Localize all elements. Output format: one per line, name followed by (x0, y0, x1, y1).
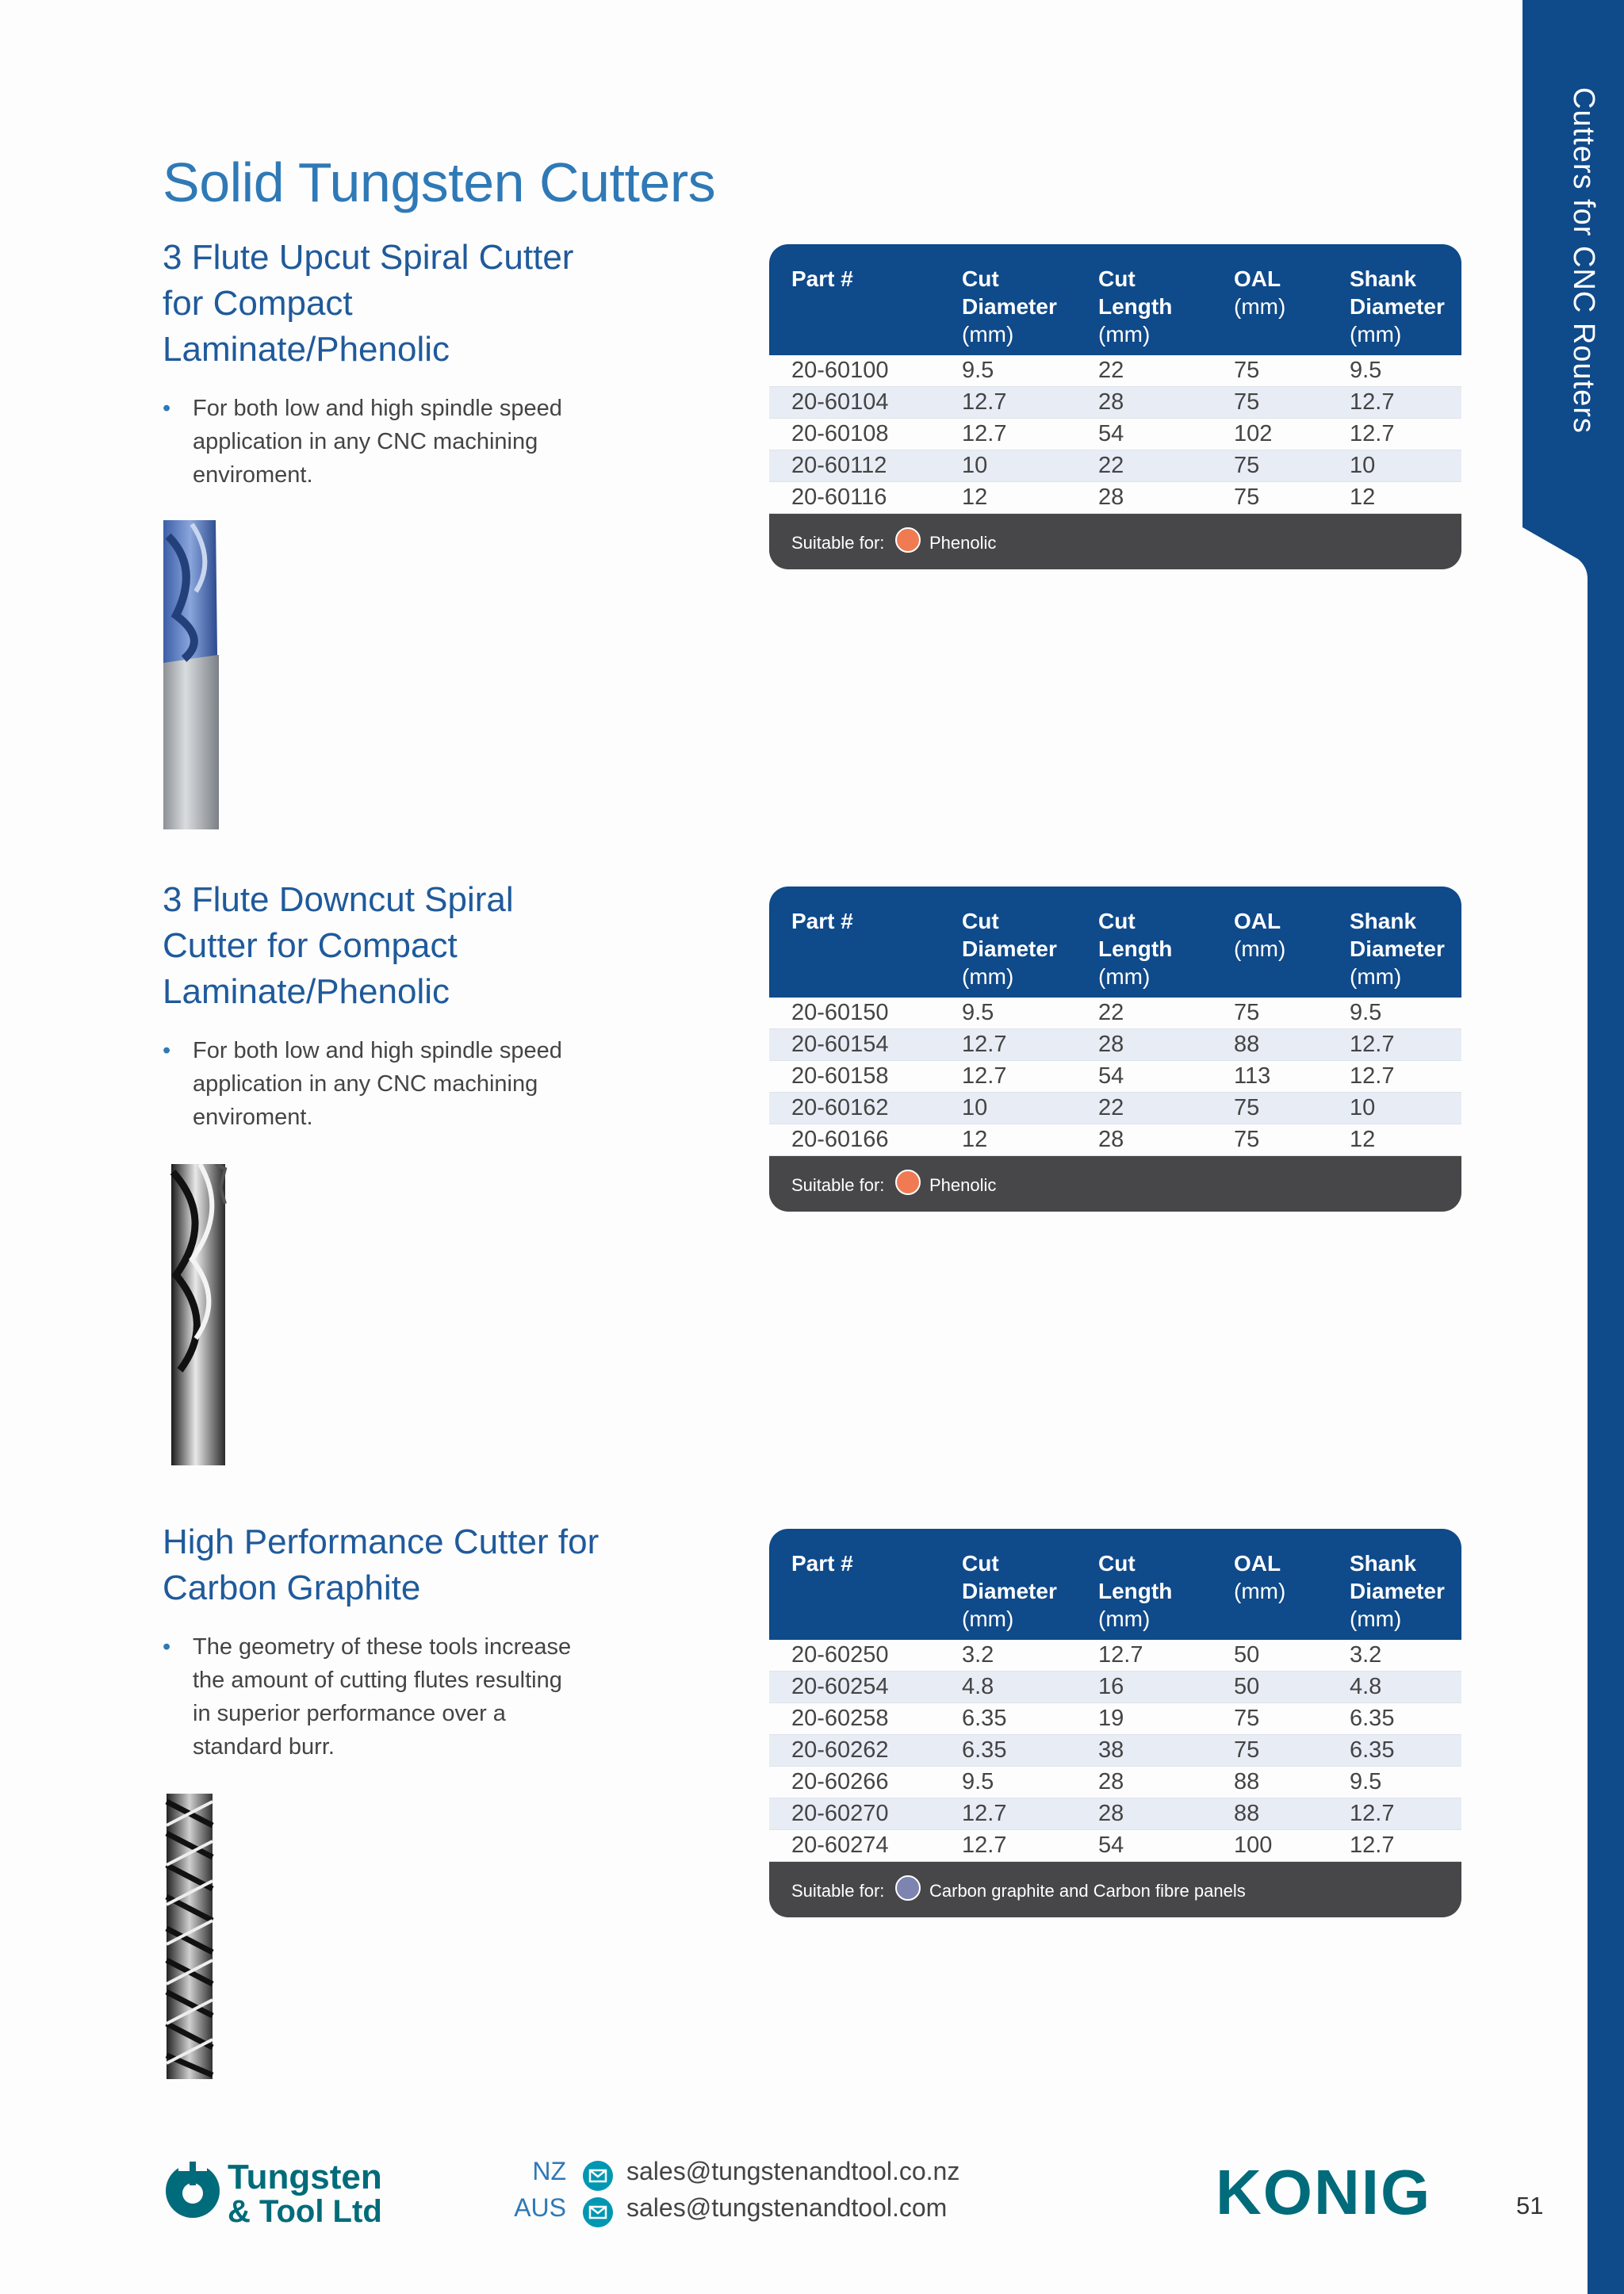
header-oal (1234, 265, 1285, 320)
cell-cut-diameter: 12.7 (962, 1801, 1007, 1826)
table-row (769, 1640, 1461, 1672)
logo-line1: Tungsten (228, 2158, 382, 2196)
cell-shank-diameter: 12.7 (1350, 1032, 1395, 1057)
cell-cut-diameter: 12.7 (962, 389, 1007, 415)
table-row (769, 1735, 1461, 1767)
table-row (769, 1061, 1461, 1093)
header-unit: (mm) (962, 964, 1014, 989)
cell-shank-diameter: 12.7 (1350, 1801, 1395, 1826)
cell-part-number: 20-60258 (791, 1706, 889, 1731)
cell-cut-length: 22 (1098, 453, 1124, 478)
cell-part-number: 20-60262 (791, 1737, 889, 1763)
cell-oal: 75 (1234, 1127, 1260, 1152)
cell-part-number: 20-60108 (791, 421, 889, 446)
feature-bullet (163, 1630, 575, 1764)
cell-oal: 100 (1234, 1833, 1273, 1858)
cell-part-number: 20-60158 (791, 1063, 889, 1089)
konig-logo-mark (1216, 2158, 1469, 2222)
cell-shank-diameter: 3.2 (1350, 1642, 1382, 1668)
cell-oal: 113 (1234, 1063, 1271, 1089)
header-label: Cut Diameter (962, 1551, 1057, 1603)
cell-shank-diameter: 12.7 (1350, 421, 1395, 446)
table-row (769, 1703, 1461, 1735)
header-unit: (mm) (1350, 322, 1402, 347)
suitable-value: Phenolic (929, 1175, 997, 1195)
header-part (791, 265, 853, 293)
contact-block (0, 2157, 1031, 2230)
header-part (791, 1549, 853, 1577)
header-part (791, 907, 853, 935)
cell-cut-diameter: 12 (962, 484, 988, 510)
cell-shank-diameter: 4.8 (1350, 1674, 1382, 1699)
contact-row-aus (0, 2193, 1031, 2230)
cell-cut-diameter: 9.5 (962, 358, 994, 383)
spec-table (769, 1529, 1461, 1917)
cell-cut-diameter: 9.5 (962, 1000, 994, 1025)
suitable-value: Carbon graphite and Carbon fibre panels (929, 1881, 1246, 1901)
suitable-label: Suitable for: (791, 1175, 885, 1195)
table-body (769, 998, 1461, 1156)
header-shank (1350, 265, 1453, 348)
table-row (769, 482, 1461, 514)
cell-oal: 75 (1234, 453, 1260, 478)
header-shank (1350, 907, 1453, 990)
bullet-dot: • (163, 1038, 171, 1063)
header-unit: (mm) (1234, 1579, 1286, 1603)
cell-part-number: 20-60274 (791, 1833, 889, 1858)
material-dot (895, 1875, 921, 1901)
suitable-for-bar (769, 1862, 1461, 1917)
email-icon (582, 2160, 614, 2192)
header-unit: (mm) (1350, 1607, 1402, 1631)
cell-cut-diameter: 10 (962, 453, 988, 478)
cell-cut-diameter: 3.2 (962, 1642, 994, 1668)
header-unit: (mm) (1098, 322, 1151, 347)
cell-oal: 102 (1234, 421, 1273, 446)
cell-cut-diameter: 6.35 (962, 1737, 1007, 1763)
header-cut-diameter (962, 265, 1073, 348)
header-label: OAL (1234, 909, 1281, 933)
cell-oal: 88 (1234, 1801, 1260, 1826)
suitable-for-bar (769, 1156, 1461, 1212)
cell-part-number: 20-60162 (791, 1095, 889, 1120)
header-part-label: Part # (791, 1551, 853, 1576)
page-number: 51 (1516, 2192, 1544, 2219)
header-label: OAL (1234, 266, 1281, 291)
page-title: Solid Tungsten Cutters (163, 151, 716, 213)
cell-oal: 75 (1234, 1706, 1260, 1731)
cell-cut-length: 54 (1098, 421, 1124, 446)
cell-cut-length: 22 (1098, 1000, 1124, 1025)
cell-cut-length: 28 (1098, 1769, 1124, 1794)
konig-wordmark: KONIG (1216, 2158, 1432, 2222)
cell-shank-diameter: 6.35 (1350, 1706, 1395, 1731)
table-row (769, 419, 1461, 450)
cell-part-number: 20-60100 (791, 358, 889, 383)
header-label: Shank Diameter (1350, 909, 1445, 961)
feature-bullet (163, 392, 575, 492)
cell-oal: 75 (1234, 1737, 1260, 1763)
cell-cut-length: 28 (1098, 1801, 1124, 1826)
material-dot (895, 1170, 921, 1195)
cell-oal: 75 (1234, 389, 1260, 415)
table-row (769, 1830, 1461, 1862)
cell-oal: 75 (1234, 1095, 1260, 1120)
cell-cut-length: 28 (1098, 389, 1124, 415)
table-body (769, 1640, 1461, 1862)
cell-cut-diameter: 12.7 (962, 1833, 1007, 1858)
cell-cut-diameter: 10 (962, 1095, 988, 1120)
downcut-cutter-image (168, 1164, 232, 1465)
cell-oal: 75 (1234, 358, 1260, 383)
table-row (769, 1767, 1461, 1798)
contact-row-nz (0, 2157, 1031, 2193)
cell-cut-length: 28 (1098, 1127, 1124, 1152)
table-row (769, 1029, 1461, 1061)
header-oal (1234, 907, 1285, 963)
cell-shank-diameter: 10 (1350, 453, 1376, 478)
suitable-label: Suitable for: (791, 533, 885, 553)
header-label: Cut Length (1098, 266, 1173, 319)
header-label: Cut Diameter (962, 909, 1057, 961)
cell-oal: 50 (1234, 1642, 1260, 1668)
header-label: Cut Length (1098, 909, 1173, 961)
table-row (769, 1798, 1461, 1830)
cell-shank-diameter: 6.35 (1350, 1737, 1395, 1763)
cell-shank-diameter: 9.5 (1350, 358, 1382, 383)
email-link[interactable]: sales@tungstenandtool.com (626, 2193, 948, 2222)
header-label: OAL (1234, 1551, 1281, 1576)
header-part-label: Part # (791, 909, 853, 933)
cell-oal: 88 (1234, 1769, 1260, 1794)
email-icon (582, 2196, 614, 2228)
header-shank (1350, 1549, 1453, 1633)
side-tab-label-wrap (1567, 87, 1600, 434)
bullet-dot: • (163, 396, 171, 421)
table-row (769, 1093, 1461, 1124)
table-row (769, 355, 1461, 387)
cell-part-number: 20-60150 (791, 1000, 889, 1025)
header-oal (1234, 1549, 1285, 1605)
cell-part-number: 20-60116 (791, 484, 887, 510)
table-header (769, 1529, 1461, 1640)
cell-shank-diameter: 12 (1350, 484, 1376, 510)
table-body (769, 355, 1461, 514)
cell-part-number: 20-60154 (791, 1032, 889, 1057)
header-label: Shank Diameter (1350, 1551, 1445, 1603)
cell-shank-diameter: 12.7 (1350, 1833, 1395, 1858)
header-cut-diameter (962, 1549, 1073, 1633)
upcut-cutter-image (160, 520, 224, 829)
country-code: AUS (514, 2193, 566, 2222)
header-label: Shank Diameter (1350, 266, 1445, 319)
cell-shank-diameter: 12.7 (1350, 389, 1395, 415)
section-title: 3 Flute Upcut Spiral Cutter for Compact Laminate/Phenolic (163, 238, 574, 369)
cell-part-number: 20-60250 (791, 1642, 889, 1668)
header-unit: (mm) (1098, 1607, 1151, 1631)
cell-part-number: 20-60266 (791, 1769, 889, 1794)
country-code: NZ (532, 2157, 566, 2185)
cell-part-number: 20-60166 (791, 1127, 889, 1152)
cell-cut-length: 19 (1098, 1706, 1124, 1731)
header-cut-length (1098, 265, 1193, 348)
suitable-value: Phenolic (929, 533, 997, 553)
spec-table (769, 244, 1461, 569)
bullet-dot: • (163, 1634, 171, 1660)
cell-cut-diameter: 9.5 (962, 1769, 994, 1794)
cell-oal: 75 (1234, 484, 1260, 510)
section-title: 3 Flute Downcut Spiral Cutter for Compact Laminate/Phenolic (163, 880, 514, 1011)
cell-part-number: 20-60254 (791, 1674, 889, 1699)
cell-oal: 88 (1234, 1032, 1260, 1057)
spec-table (769, 887, 1461, 1212)
header-unit: (mm) (1234, 936, 1286, 961)
table-row (769, 1124, 1461, 1156)
cell-cut-length: 54 (1098, 1833, 1124, 1858)
bullet-text: For both low and high spindle speed application in any CNC machining enviroment. (193, 396, 562, 488)
cell-part-number: 20-60104 (791, 389, 889, 415)
carbon-cutter-image (163, 1794, 219, 2079)
cell-part-number: 20-60270 (791, 1801, 889, 1826)
header-unit: (mm) (1098, 964, 1151, 989)
cell-cut-length: 54 (1098, 1063, 1124, 1089)
bullet-text: For both low and high spindle speed application in any CNC machining enviroment. (193, 1038, 562, 1130)
cell-cut-length: 12.7 (1098, 1642, 1143, 1668)
suitable-for-bar (769, 514, 1461, 569)
table-header (769, 887, 1461, 998)
cell-cut-length: 22 (1098, 1095, 1124, 1120)
header-cut-length (1098, 907, 1193, 990)
konig-logo (1216, 2158, 1469, 2226)
header-part-label: Part # (791, 266, 853, 291)
cell-cut-diameter: 12 (962, 1127, 988, 1152)
cell-cut-diameter: 12.7 (962, 1063, 1007, 1089)
header-unit: (mm) (1234, 294, 1286, 319)
cell-shank-diameter: 12 (1350, 1127, 1376, 1152)
cell-oal: 75 (1234, 1000, 1260, 1025)
feature-bullet (163, 1034, 575, 1134)
bullet-text: The geometry of these tools increase the amount of cutting flutes resulting in superior performance over a standard burr. (193, 1634, 572, 1760)
cell-cut-diameter: 12.7 (962, 1032, 1007, 1057)
logo-line2: & Tool Ltd (228, 2194, 382, 2227)
cell-cut-length: 38 (1098, 1737, 1124, 1763)
cell-shank-diameter: 10 (1350, 1095, 1376, 1120)
header-unit: (mm) (962, 1607, 1014, 1631)
suitable-label: Suitable for: (791, 1881, 885, 1901)
header-unit: (mm) (1350, 964, 1402, 989)
table-row (769, 387, 1461, 419)
header-cut-diameter (962, 907, 1073, 990)
cell-cut-diameter: 6.35 (962, 1706, 1007, 1731)
cell-shank-diameter: 9.5 (1350, 1000, 1382, 1025)
table-row (769, 1672, 1461, 1703)
email-link[interactable]: sales@tungstenandtool.co.nz (626, 2157, 960, 2185)
cell-cut-diameter: 12.7 (962, 421, 1007, 446)
cell-shank-diameter: 9.5 (1350, 1769, 1382, 1794)
header-unit: (mm) (962, 322, 1014, 347)
cell-shank-diameter: 12.7 (1350, 1063, 1395, 1089)
material-dot (895, 527, 921, 553)
cell-cut-length: 28 (1098, 1032, 1124, 1057)
table-header (769, 244, 1461, 355)
side-tab-label: Cutters for CNC Routers (1567, 87, 1600, 434)
cell-cut-diameter: 4.8 (962, 1674, 994, 1699)
table-row (769, 450, 1461, 482)
cell-cut-length: 16 (1098, 1674, 1124, 1699)
table-row (769, 998, 1461, 1029)
header-cut-length (1098, 1549, 1193, 1633)
cell-cut-length: 22 (1098, 358, 1124, 383)
cell-cut-length: 28 (1098, 484, 1124, 510)
header-label: Cut Diameter (962, 266, 1057, 319)
section-title: High Performance Cutter for Carbon Graphite (163, 1522, 599, 1607)
cell-oal: 50 (1234, 1674, 1260, 1699)
header-label: Cut Length (1098, 1551, 1173, 1603)
cell-part-number: 20-60112 (791, 453, 887, 478)
